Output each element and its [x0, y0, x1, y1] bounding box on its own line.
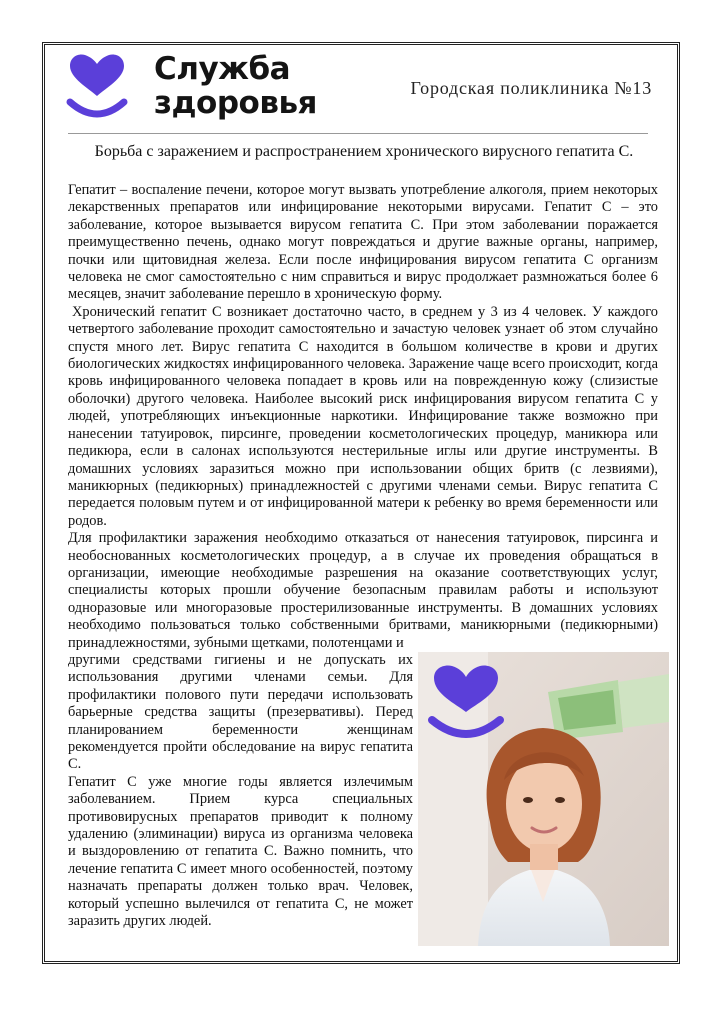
brand-line-1: Служба — [154, 51, 291, 87]
brand-line-2: здоровья — [154, 85, 317, 121]
paragraph-3: Для профилактики заражения необходимо отказаться от нанесения татуировок, пирсинга и необоснованных косметологических процедур, а в случае их проведения обращаться в организации, имеющие необходимые разрешения на оказание соответствующих услуг, специалисты которых прошли обучение безопасным правилам работы и используют одноразовые или многоразовые простерилизованные инструменты. В домашних условиях необходимо пользоваться только собственными бритвами, маникюрными (педикюрными) принадлежностями, зубными щетками, полотенцами и — [68, 530, 658, 651]
heart-smile-logo-icon — [64, 52, 130, 122]
article-title: Борьба с заражением и распространением хронического вирусного гепатита С. — [94, 143, 634, 160]
clinic-name: Городская поликлиника №13 — [410, 78, 652, 98]
paragraph-5: Гепатит С уже многие годы является излечимым заболеванием. Прием курса специальных противовирусных препаратов приводит к полному удалению (элиминации) вируса из организма человека и выздоровлению от гепатита С. Важно помнить, что лечение гепатита С имеет много особенностей, поэтому назначать препараты должен только врач. Человек, который успешно вылечился от гепатита С, не может заразить других людей. — [68, 773, 413, 930]
doctor-photo — [418, 652, 669, 946]
paragraph-4: другими средствами гигиены и не допускать их использования другими членами семьи. Для профилактики полового пути передачи использовать барьерные средства защиты (презервативы). Перед планированием беременности женщинам рекомендуется пройти обследование на вирус гепатита С. — [68, 651, 413, 773]
brand-name — [154, 52, 317, 120]
paragraph-2: Хронический гепатит С возникает достаточно часто, в среднем у 3 из 4 человек. У каждого четвертого заболевание проходит самостоятельно и зачастую человек узнает об этом случайно спустя много лет. Вирус гепатита С находится в большом количестве в крови и других биологических жидкостях инфицированного человека. Заражение чаще всего происходит, когда кровь инфицированного человека попадает в кровь или на поврежденную кожу (слизистые оболочки) другого человека. Наиболее высокий риск инфицирования вирусом гепатита С у людей, употребляющих инъекционные наркотики. Инфицирование также возможно при нанесении татуировок, пирсинге, проведении косметологических процедур, маникюра или педикюра, если в салонах используются нестерильные иглы или другие инструменты. В домашних условиях заразиться можно при использовании общих бритв (с лезвиями), маникюрных (педикюрных) принадлежностей с другими членами семьи. Вирус гепатита С передается половым путем и от инфицированной матери к ребенку во время беременности или родов. — [68, 303, 658, 529]
paragraph-1: Гепатит – воспаление печени, которое могут вызвать употребление алкоголя, прием некоторых лекарственных препаратов или инфицирование некоторыми вирусами. Гепатит С – это заболевание, которое вызывается вирусом гепатита С. При этом заболевании поражается преимущественно печень, однако могут повреждаться и другие важные органы, например, почки или щитовидная железа. Если после инфицирования вирусом гепатита С организм человека не смог самостоятельно с ним справиться и вирус продолжает размножаться более 6 месяцев, значит заболевание перешло в хроническую форму. — [68, 182, 658, 303]
header-divider — [68, 133, 648, 134]
doctor-portrait-image — [418, 652, 669, 946]
